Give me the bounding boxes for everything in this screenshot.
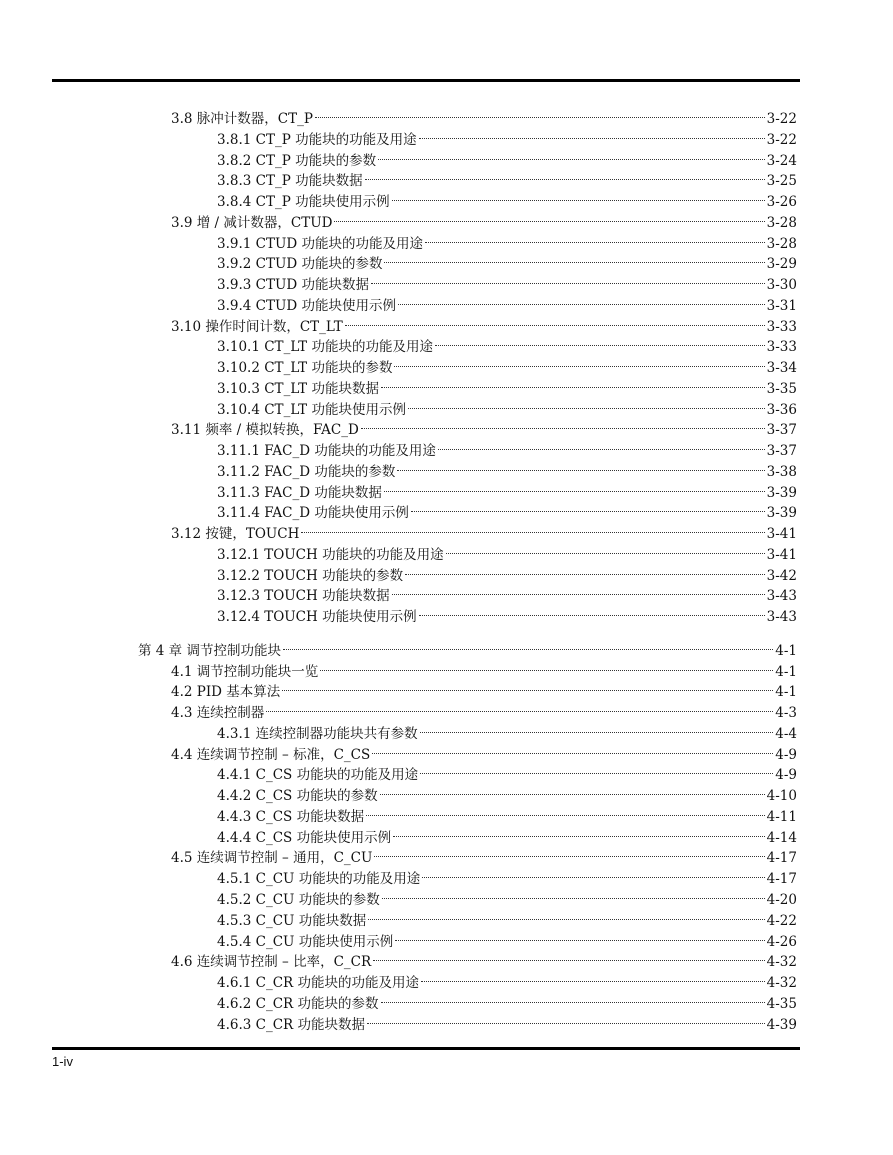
toc-entry-label: 4.4 连续调节控制 – 标准，C_CS [171, 746, 371, 763]
toc-dot-leader [419, 124, 765, 144]
toc-dot-leader [419, 601, 765, 621]
toc-entry-label: 4.4.2 C_CS 功能块的参数 [217, 788, 378, 805]
toc-entry[interactable] [217, 456, 797, 480]
toc-dot-leader [373, 946, 764, 966]
toc-entry[interactable] [171, 518, 797, 543]
toc-entry[interactable] [217, 759, 797, 784]
toc-entry-label: 4.2 PID 基本算法 [171, 684, 281, 701]
toc-entry[interactable] [217, 926, 797, 950]
toc-dot-leader [301, 518, 764, 538]
toc-entry[interactable] [171, 697, 797, 722]
toc-dot-leader [405, 560, 765, 580]
toc-dot-leader [393, 822, 765, 842]
toc-entry[interactable] [217, 967, 797, 992]
toc-entry[interactable] [217, 822, 797, 846]
toc-entry-page: 4-17 [766, 871, 797, 888]
toc-entry-label: 3.9.3 CTUD 功能块数据 [217, 277, 369, 294]
toc-entry-label: 4.6.2 C_CR 功能块的参数 [217, 995, 379, 1012]
toc-entry[interactable] [217, 331, 797, 356]
toc-entry[interactable] [217, 718, 797, 742]
toc-dot-leader [368, 905, 764, 925]
toc-entry-page: 3-28 [766, 235, 797, 252]
toc-entry-label: 3.8.2 CT_P 功能块的参数 [217, 152, 377, 169]
toc-entry-page: 3-22 [766, 131, 797, 148]
toc-dot-leader [366, 801, 765, 821]
toc-entry[interactable] [217, 477, 797, 501]
toc-dot-leader [283, 635, 773, 655]
toc-dot-leader [345, 311, 765, 331]
toc-entry-label: 3.10.2 CT_LT 功能块的参数 [217, 360, 393, 377]
toc-entry-page: 4-10 [766, 788, 797, 805]
toc-dot-leader [374, 842, 764, 862]
toc-entry-page: 4-35 [766, 995, 797, 1012]
toc-entry-label: 3.8.4 CT_P 功能块使用示例 [217, 194, 390, 211]
toc-entry-label: 3.8.3 CT_P 功能块数据 [217, 173, 363, 190]
toc-entry-page: 3-39 [766, 505, 797, 522]
toc-entry-page: 3-38 [766, 463, 797, 480]
toc-dot-leader [320, 656, 773, 676]
toc-entry-page: 3-37 [766, 443, 797, 460]
toc-dot-leader [382, 884, 765, 904]
toc-entry-label: 4.5 连续调节控制 – 通用，C_CU [171, 850, 373, 867]
toc-entry-page: 4-9 [775, 767, 797, 784]
footer-page-number: 1-iv [52, 1054, 73, 1069]
toc-entry-page: 3-34 [766, 360, 797, 377]
toc-entry-label: 4.5.2 C_CU 功能块的参数 [217, 891, 380, 908]
toc-entry[interactable] [217, 435, 797, 460]
toc-dot-leader [282, 676, 773, 696]
toc-entry-label: 4.4.3 C_CS 功能块数据 [217, 808, 365, 825]
toc-entry[interactable] [217, 186, 797, 211]
toc-dot-leader [392, 580, 765, 600]
toc-entry-label: 4.6.3 C_CR 功能块数据 [217, 1016, 366, 1033]
toc-entry-label: 3.9 增 / 减计数器，CTUD [171, 214, 333, 231]
toc-entry[interactable] [217, 601, 797, 626]
toc-entry[interactable] [217, 780, 797, 805]
toc-dot-leader [397, 456, 764, 476]
toc-entry-label: 4.5.4 C_CU 功能块使用示例 [217, 933, 394, 950]
toc-entry[interactable] [171, 103, 797, 127]
toc-entry-label: 4.6.1 C_CR 功能块的功能及用途 [217, 975, 420, 992]
toc-dot-leader [334, 207, 764, 227]
toc-dot-leader [392, 186, 765, 206]
toc-entry[interactable] [171, 656, 797, 680]
toc-entry-page: 3-35 [766, 380, 797, 397]
toc-entry[interactable] [217, 539, 797, 563]
toc-entry-page: 4-4 [775, 725, 797, 742]
toc-entry-label: 3.9.1 CTUD 功能块的功能及用途 [217, 235, 423, 252]
footer-rule [52, 1047, 800, 1050]
toc-entry[interactable] [217, 905, 797, 929]
toc-entry-page: 3-36 [766, 401, 797, 418]
toc-dot-leader [395, 926, 764, 946]
toc-entry-label: 3.12.4 TOUCH 功能块使用示例 [217, 609, 417, 626]
toc-entry[interactable] [171, 946, 797, 971]
toc-entry-page: 3-43 [766, 609, 797, 626]
toc-entry-label: 4.3.1 连续控制器功能块共有参数 [217, 725, 418, 742]
toc-entry-label: 3.9.2 CTUD 功能块的参数 [217, 256, 383, 273]
toc-dot-leader [384, 477, 765, 497]
toc-entry-label: 4.3 连续控制器 [171, 705, 265, 722]
toc-entry-page: 4-26 [766, 933, 797, 950]
toc-entry-page: 3-26 [766, 194, 797, 211]
toc-dot-leader [446, 539, 765, 559]
toc-entry-page: 4-32 [766, 954, 797, 971]
toc-entry-page: 4-17 [766, 850, 797, 867]
toc-entry-page: 3-39 [766, 484, 797, 501]
toc-entry-label: 3.11.1 FAC_D 功能块的功能及用途 [217, 443, 436, 460]
toc-entry-label: 第 4 章 调节控制功能块 [138, 642, 281, 659]
toc-entry[interactable] [217, 124, 797, 148]
toc-entry[interactable] [217, 352, 797, 377]
toc-entry[interactable] [217, 560, 797, 584]
toc-entry[interactable] [217, 145, 797, 169]
toc-entry-page: 3-33 [766, 318, 797, 335]
toc-entry[interactable] [217, 373, 797, 397]
toc-entry-page: 3-30 [766, 277, 797, 294]
toc-entry[interactable] [217, 248, 797, 273]
toc-entry-page: 3-41 [766, 526, 797, 543]
toc-dot-leader [365, 165, 765, 185]
toc-entry[interactable] [171, 414, 797, 439]
toc-entry-page: 3-28 [766, 214, 797, 231]
toc-dot-leader [421, 967, 765, 987]
toc-entry-page: 4-1 [775, 684, 797, 701]
toc-dot-leader [380, 780, 765, 800]
toc-dot-leader [361, 414, 765, 434]
toc-dot-leader [384, 248, 764, 268]
toc-entry[interactable] [171, 842, 797, 867]
toc-dot-leader [420, 718, 774, 738]
toc-entry-label: 4.5.1 C_CU 功能块的功能及用途 [217, 871, 421, 888]
toc-entry-label: 3.12.1 TOUCH 功能块的功能及用途 [217, 546, 444, 563]
toc-dot-leader [420, 759, 773, 779]
toc-dot-leader [438, 435, 765, 455]
toc-entry[interactable] [217, 290, 797, 314]
toc-entry-page: 3-29 [766, 256, 797, 273]
toc-dot-leader [315, 103, 765, 123]
toc-entry[interactable] [217, 801, 797, 825]
toc-entry-page: 4-39 [766, 1016, 797, 1033]
toc-entry-label: 3.11.2 FAC_D 功能块的参数 [217, 463, 396, 480]
toc-entry[interactable] [217, 497, 797, 522]
toc-dot-leader [378, 145, 765, 165]
toc-entry[interactable] [217, 988, 797, 1012]
toc-entry[interactable] [217, 228, 797, 252]
toc-entry-page: 3-37 [766, 422, 797, 439]
toc-dot-leader [425, 228, 765, 248]
toc-entry-page: 3-43 [766, 588, 797, 605]
toc-entry[interactable] [217, 580, 797, 605]
toc-entry-page: 3-25 [766, 173, 797, 190]
toc-entry-page: 4-9 [775, 746, 797, 763]
toc-entry-page: 4-14 [766, 829, 797, 846]
toc-entry-label: 4.4.1 C_CS 功能块的功能及用途 [217, 767, 419, 784]
toc-entry-label: 3.8 脉冲计数器，CT_P [171, 111, 313, 127]
toc-dot-leader [408, 394, 765, 414]
toc-entry-label: 4.1 调节控制功能块一览 [171, 663, 319, 680]
toc-dot-leader [411, 497, 765, 517]
toc-dot-leader [398, 290, 765, 310]
toc-entry[interactable] [138, 635, 797, 659]
toc-entry-label: 3.8.1 CT_P 功能块的功能及用途 [217, 131, 417, 148]
toc-entry-page: 4-1 [775, 642, 797, 659]
toc-entry-page: 3-31 [766, 297, 797, 314]
toc-entry-page: 3-24 [766, 152, 797, 169]
toc-entry-page: 4-1 [775, 663, 797, 680]
toc-entry-label: 3.9.4 CTUD 功能块使用示例 [217, 297, 396, 314]
toc-entry-page: 3-42 [766, 567, 797, 584]
toc-dot-leader [367, 1009, 765, 1029]
toc-entry-label: 3.12 按键，TOUCH [171, 526, 300, 543]
toc-entry-page: 3-33 [766, 339, 797, 356]
toc-entry-page: 4-20 [766, 891, 797, 908]
toc-entry-label: 3.12.2 TOUCH 功能块的参数 [217, 567, 404, 584]
toc-entry[interactable] [217, 165, 797, 190]
toc-dot-leader [372, 739, 773, 759]
toc-entry[interactable] [217, 884, 797, 908]
toc-entry-page: 4-11 [766, 808, 797, 825]
toc-entry-label: 3.11.4 FAC_D 功能块使用示例 [217, 505, 409, 522]
toc-entry[interactable] [217, 394, 797, 418]
toc-entry[interactable] [171, 676, 797, 701]
toc-dot-leader [381, 373, 765, 393]
toc-entry-label: 3.11 频率 / 模拟转换，FAC_D [171, 422, 359, 439]
toc-entry-page: 3-41 [766, 546, 797, 563]
toc-entry-page: 4-3 [775, 705, 797, 722]
toc-dot-leader [394, 352, 764, 372]
toc-entry[interactable] [171, 311, 797, 335]
toc-dot-leader [435, 331, 765, 351]
toc-entry-label: 4.4.4 C_CS 功能块使用示例 [217, 829, 392, 846]
toc-dot-leader [266, 697, 773, 717]
toc-entry-label: 3.10 操作时间计数，CT_LT [171, 318, 343, 335]
toc-entry-page: 3-22 [766, 111, 797, 127]
toc-entry-label: 3.12.3 TOUCH 功能块数据 [217, 588, 390, 605]
toc-entry[interactable] [171, 207, 797, 231]
toc-dot-leader [422, 863, 764, 883]
toc-entry[interactable] [171, 739, 797, 763]
toc-entry[interactable] [217, 863, 797, 888]
toc-entry-label: 3.10.3 CT_LT 功能块数据 [217, 380, 379, 397]
toc-dot-leader [381, 988, 765, 1008]
toc-entry-label: 3.11.3 FAC_D 功能块数据 [217, 484, 382, 501]
toc-entry-label: 4.5.3 C_CU 功能块数据 [217, 912, 367, 929]
toc-entry-label: 3.10.4 CT_LT 功能块使用示例 [217, 401, 406, 418]
toc-entry-label: 4.6 连续调节控制 – 比率，C_CR [171, 954, 372, 971]
toc-entry[interactable] [217, 269, 797, 294]
toc-entry-page: 4-22 [766, 912, 797, 929]
toc-entry[interactable] [217, 1009, 797, 1033]
toc-dot-leader [371, 269, 765, 289]
toc-entry-page: 4-32 [766, 975, 797, 992]
toc-entry-label: 3.10.1 CT_LT 功能块的功能及用途 [217, 339, 433, 356]
